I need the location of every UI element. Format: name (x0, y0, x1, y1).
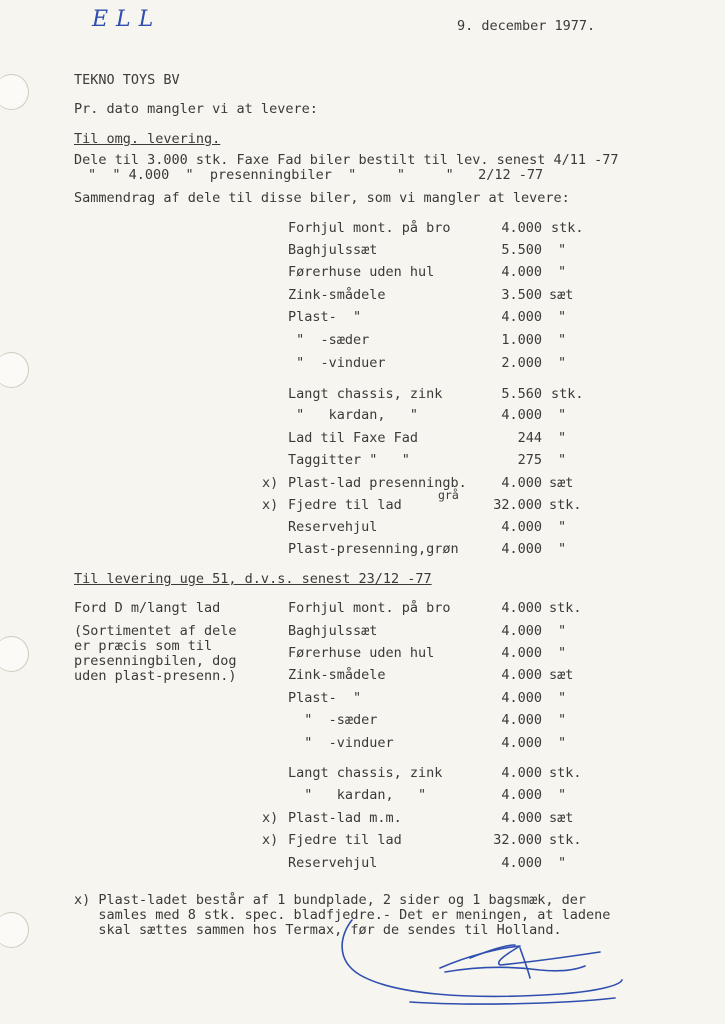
order-line-2: " " 4.000 " presenningbiler " " " 2/12 -77 (88, 167, 544, 183)
item-unit: " (558, 690, 567, 706)
item-qty: 4.000 (501, 712, 542, 728)
item-unit: stk. (549, 765, 582, 781)
item-name: Plast-lad presenningb. (288, 475, 467, 491)
item-name: Fjedre til lad (288, 497, 402, 513)
item-qty: 275 (517, 452, 542, 468)
item-qty: 4.000 (501, 667, 542, 683)
section2-heading: Til levering uge 51, d.v.s. senest 23/12 -77 (74, 571, 432, 587)
item-name: Forhjul mont. på bro (288, 600, 451, 616)
item-name: Baghjulssæt (288, 242, 378, 258)
item-name: " -sæder (288, 712, 378, 728)
item-unit: " (558, 407, 567, 423)
order-line-1: Dele til 3.000 stk. Faxe Fad biler bestilt til lev. senest 4/11 -77 (74, 152, 619, 168)
item-name: " kardan, " (288, 787, 427, 803)
item-unit: " (558, 430, 567, 446)
assortment-note-line: (Sortimentet af dele (74, 623, 237, 639)
item-unit: sæt (549, 667, 574, 683)
item-unit: " (558, 355, 567, 371)
item-qty: 4.000 (501, 855, 542, 871)
item-qty: 2.000 (501, 355, 542, 371)
item-unit: " (558, 623, 567, 639)
item-qty: 4.000 (501, 264, 542, 280)
item-mark: x) (262, 832, 279, 848)
item-unit: " (558, 264, 567, 280)
item-unit: stk. (551, 386, 584, 402)
recipient: TEKNO TOYS BV (74, 72, 180, 88)
item-name: Forhjul mont. på bro (288, 220, 451, 236)
item-name: Fjedre til lad (288, 832, 402, 848)
item-unit: " (558, 519, 567, 535)
item-unit: " (558, 645, 567, 661)
item-unit: sæt (549, 287, 574, 303)
item-qty: 5.500 (501, 242, 542, 258)
item-name: Plast- " (288, 309, 362, 325)
item-name: Taggitter " " (288, 452, 410, 468)
item-mark: x) (262, 475, 279, 491)
item-unit: " (558, 309, 567, 325)
item-qty: 1.000 (501, 332, 542, 348)
summary-line: Sammendrag af dele til disse biler, som vi mangler at levere: (74, 190, 570, 206)
item-unit: sæt (549, 810, 574, 826)
item-name: Reservehjul (288, 519, 378, 535)
item-unit: stk. (549, 600, 582, 616)
item-qty: 4.000 (501, 519, 542, 535)
item-qty: 4.000 (501, 735, 542, 751)
letter-date: 9. december 1977. (457, 18, 596, 34)
item-qty: 4.000 (501, 765, 542, 781)
item-name: " -vinduer (288, 355, 386, 371)
intro-text: Pr. dato mangler vi at levere: (74, 101, 318, 117)
item-name: Zink-smådele (288, 667, 386, 683)
handwritten-initials: ELL (92, 7, 162, 32)
item-qty: 4.000 (501, 220, 542, 236)
item-qty: 32.000 (493, 497, 542, 513)
assortment-note-line: presenningbilen, dog (74, 653, 237, 669)
item-mark: x) (262, 810, 279, 826)
item-unit: " (558, 541, 567, 557)
item-qty: 244 (517, 430, 542, 446)
model-label: Ford D m/langt lad (74, 600, 221, 616)
item-name: Førerhuse uden hul (288, 645, 435, 661)
item-unit: " (558, 855, 567, 871)
footnote-line: x) Plast-ladet består af 1 bundplade, 2 sider og 1 bagsmæk, der (74, 892, 587, 908)
item-qty: 5.560 (501, 386, 542, 402)
item-name: " -vinduer (288, 735, 394, 751)
item-unit: " (558, 712, 567, 728)
item-unit: " (558, 787, 567, 803)
section1-heading: Til omg. levering. (74, 131, 221, 147)
item-unit: stk. (549, 497, 582, 513)
footnote-line: skal sættes sammen hos Termax, før de sendes til Holland. (74, 922, 562, 938)
item-qty: 4.000 (501, 810, 542, 826)
item-name: Plast-presenning,grøn (288, 541, 459, 557)
item-qty: 4.000 (501, 309, 542, 325)
item-name: Lad til Faxe Fad (288, 430, 419, 446)
item-unit: sæt (549, 475, 574, 491)
item-name: Langt chassis, zink (288, 386, 443, 402)
footnote-line: samles med 8 stk. spec. bladfjedre.- Det er meningen, at ladene (74, 907, 611, 923)
item-unit: " (558, 452, 567, 468)
item-unit: " (558, 332, 567, 348)
item-qty: 4.000 (501, 623, 542, 639)
item-qty: 4.000 (501, 645, 542, 661)
item-unit: stk. (549, 832, 582, 848)
item-unit: stk. (551, 220, 584, 236)
item-mark: x) (262, 497, 279, 513)
item-qty: 4.000 (501, 690, 542, 706)
item-name: Zink-smådele (288, 287, 386, 303)
assortment-note-line: uden plast-presenn.) (74, 668, 237, 684)
item-qty: 32.000 (493, 832, 542, 848)
item-name: Baghjulssæt (288, 623, 378, 639)
item-qty: 4.000 (501, 541, 542, 557)
item-unit: " (558, 735, 567, 751)
item-name: " kardan, " (288, 407, 419, 423)
item-unit: " (558, 242, 567, 258)
item-name: Førerhuse uden hul (288, 264, 435, 280)
item-qty: 4.000 (501, 407, 542, 423)
item-qty: 4.000 (501, 600, 542, 616)
item-name: Plast-lad m.m. (288, 810, 402, 826)
item-qty: 4.000 (501, 787, 542, 803)
handwritten-note-gra: grå (438, 488, 459, 502)
assortment-note-line: er præcis som til (74, 638, 213, 654)
item-qty: 3.500 (501, 287, 542, 303)
item-name: Langt chassis, zink (288, 765, 443, 781)
item-name: Plast- " (288, 690, 362, 706)
item-name: Reservehjul (288, 855, 378, 871)
item-qty: 4.000 (501, 475, 542, 491)
item-name: " -sæder (288, 332, 370, 348)
